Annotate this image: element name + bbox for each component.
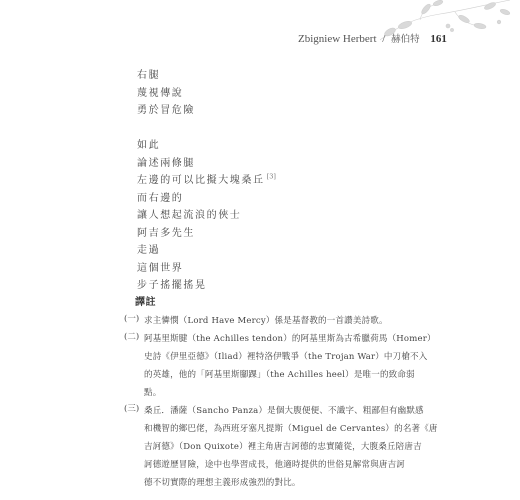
poem-line xyxy=(137,276,207,291)
note-line: 德不切實際的理想主義形成強烈的對比。 xyxy=(144,478,301,488)
note-number: (一) xyxy=(124,314,140,324)
footnote-marker: [3] xyxy=(264,172,276,181)
poem-line-text: 走過 xyxy=(137,245,161,256)
note-line: 求主憐憫（Lord Have Mercy）係是基督教的一首讚美詩歌。 xyxy=(144,316,388,326)
poem-line xyxy=(137,206,241,221)
poem-line-text: 這個世界 xyxy=(137,262,184,274)
note-number: (三) xyxy=(124,404,140,414)
note-line: 點。 xyxy=(144,388,162,398)
poem-line-text: 讓人想起流浪的俠士 xyxy=(137,210,242,221)
note-line: 桑丘．潘薩（Sancho Panza）是個大腹便便、不識字、粗鄙但有幽默感 xyxy=(144,406,424,416)
poem-line xyxy=(137,171,276,186)
note-line: 訶德遊歷冒險，途中也學習成長，他適時提供的世俗見解常與唐吉訶 xyxy=(144,460,406,470)
header-separator: / xyxy=(382,33,386,45)
note-line: 吉訶德》（Don Quixote）裡主角唐吉訶德的忠實隨從，大腹桑丘陪唐吉 xyxy=(144,442,422,452)
poem-line xyxy=(137,84,183,99)
note-number: (二) xyxy=(124,332,140,342)
note-line: 的英雄，他的「阿基里斯腳踝」（the Achilles heel）是唯一的致命弱 xyxy=(144,370,415,380)
poem-line xyxy=(137,189,183,204)
note-line: 和機智的鄉巴佬，為西班牙塞凡提斯（Miguel de Cervantes）的名著《唐 xyxy=(144,424,438,434)
poem-line-text: 右腿 xyxy=(137,70,161,81)
poem-line-text: 論述兩條腿 xyxy=(137,157,195,169)
notes-title: 譯註 xyxy=(135,297,156,308)
poem-line-text: 步子搖擺搖晃 xyxy=(137,280,207,291)
header-author: Zbigniew Herbert xyxy=(298,33,377,45)
note-text xyxy=(144,402,496,492)
poem-line xyxy=(137,259,183,274)
poem-line-text: 如此 xyxy=(137,140,161,151)
poem-line xyxy=(137,101,195,116)
note-text xyxy=(144,312,496,330)
running-header xyxy=(298,31,498,45)
note-line: 史詩《伊里亞德》（Iliad）裡特洛伊戰爭（the Trojan War）中刀槍不入 xyxy=(144,352,428,362)
poem-line xyxy=(137,241,160,256)
note-text xyxy=(144,330,496,402)
note-line: 阿基里斯腱（the Achilles tendon）的阿基里斯為古希臘荷馬（Homer） xyxy=(144,334,436,344)
poem-line-text: 蔑視傳說 xyxy=(137,87,184,99)
page-number: 161 xyxy=(430,33,447,45)
poem-line xyxy=(137,224,195,239)
poem-line-text: 左邊的可以比擬大塊桑丘 xyxy=(137,175,265,186)
poem-line-text: 勇於冒危險 xyxy=(137,105,195,116)
poem-line xyxy=(137,154,195,169)
poem-line xyxy=(137,136,160,151)
poem-line-text: 阿吉多先生 xyxy=(137,227,195,239)
poem-line-text: 而右邊的 xyxy=(137,192,184,204)
poem-line xyxy=(137,66,160,81)
header-author-cn: 赫伯特 xyxy=(391,35,420,45)
